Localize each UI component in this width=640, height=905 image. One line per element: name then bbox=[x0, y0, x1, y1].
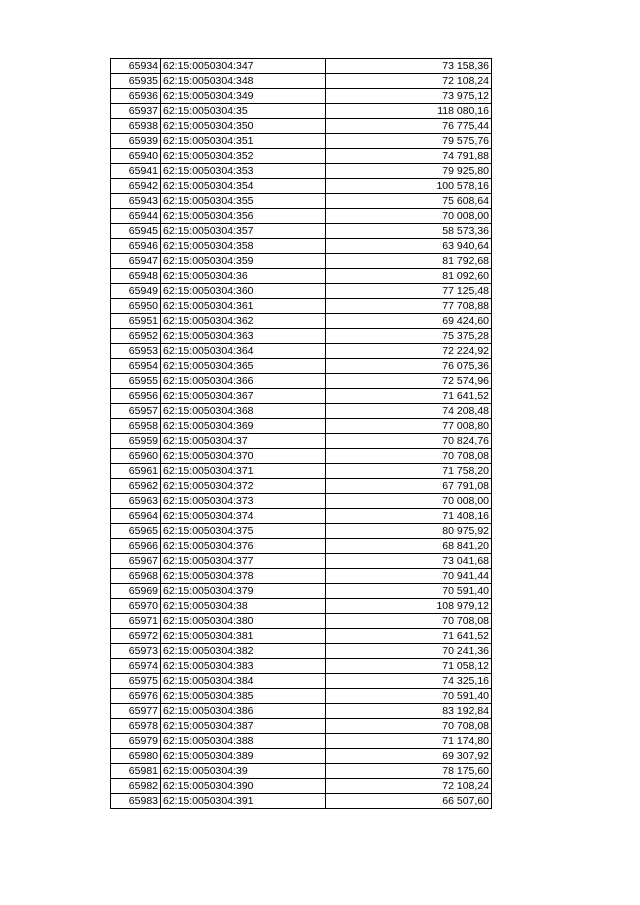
cadastral-value-cell: 68 841,20 bbox=[326, 539, 492, 554]
table-row bbox=[111, 704, 492, 719]
table-row bbox=[111, 434, 492, 449]
cadastral-value-table bbox=[110, 58, 492, 809]
cadastral-number-cell: 62:15:0050304:354 bbox=[161, 179, 326, 194]
row-number-cell: 65946 bbox=[111, 239, 161, 254]
row-number-cell: 65977 bbox=[111, 704, 161, 719]
row-number-cell: 65981 bbox=[111, 764, 161, 779]
table-row bbox=[111, 149, 492, 164]
row-number-cell: 65950 bbox=[111, 299, 161, 314]
table-row bbox=[111, 299, 492, 314]
cadastral-value-cell: 70 708,08 bbox=[326, 449, 492, 464]
table-row bbox=[111, 134, 492, 149]
cadastral-number-cell: 62:15:0050304:377 bbox=[161, 554, 326, 569]
cadastral-value-cell: 70 941,44 bbox=[326, 569, 492, 584]
table-row bbox=[111, 194, 492, 209]
cadastral-value-cell: 71 641,52 bbox=[326, 389, 492, 404]
table-row bbox=[111, 524, 492, 539]
cadastral-number-cell: 62:15:0050304:357 bbox=[161, 224, 326, 239]
row-number-cell: 65978 bbox=[111, 719, 161, 734]
row-number-cell: 65951 bbox=[111, 314, 161, 329]
cadastral-number-cell: 62:15:0050304:386 bbox=[161, 704, 326, 719]
table-row bbox=[111, 734, 492, 749]
table-row bbox=[111, 659, 492, 674]
row-number-cell: 65957 bbox=[111, 404, 161, 419]
cadastral-value-cell: 72 224,92 bbox=[326, 344, 492, 359]
row-number-cell: 65934 bbox=[111, 59, 161, 74]
cadastral-number-cell: 62:15:0050304:383 bbox=[161, 659, 326, 674]
cadastral-number-cell: 62:15:0050304:370 bbox=[161, 449, 326, 464]
cadastral-value-cell: 74 791,88 bbox=[326, 149, 492, 164]
cadastral-value-cell: 73 975,12 bbox=[326, 89, 492, 104]
cadastral-value-cell: 100 578,16 bbox=[326, 179, 492, 194]
cadastral-number-cell: 62:15:0050304:37 bbox=[161, 434, 326, 449]
row-number-cell: 65956 bbox=[111, 389, 161, 404]
cadastral-value-cell: 79 925,80 bbox=[326, 164, 492, 179]
cadastral-number-cell: 62:15:0050304:352 bbox=[161, 149, 326, 164]
row-number-cell: 65964 bbox=[111, 509, 161, 524]
table-row bbox=[111, 509, 492, 524]
cadastral-number-cell: 62:15:0050304:387 bbox=[161, 719, 326, 734]
table-row bbox=[111, 614, 492, 629]
row-number-cell: 65949 bbox=[111, 284, 161, 299]
cadastral-value-cell: 72 108,24 bbox=[326, 779, 492, 794]
table-row bbox=[111, 389, 492, 404]
row-number-cell: 65965 bbox=[111, 524, 161, 539]
table-row bbox=[111, 269, 492, 284]
table-row bbox=[111, 494, 492, 509]
table-row bbox=[111, 89, 492, 104]
cadastral-value-cell: 79 575,76 bbox=[326, 134, 492, 149]
row-number-cell: 65959 bbox=[111, 434, 161, 449]
cadastral-value-cell: 81 792,68 bbox=[326, 254, 492, 269]
cadastral-number-cell: 62:15:0050304:372 bbox=[161, 479, 326, 494]
row-number-cell: 65961 bbox=[111, 464, 161, 479]
table-row bbox=[111, 554, 492, 569]
table-row bbox=[111, 629, 492, 644]
cadastral-number-cell: 62:15:0050304:348 bbox=[161, 74, 326, 89]
row-number-cell: 65975 bbox=[111, 674, 161, 689]
table-row bbox=[111, 719, 492, 734]
cadastral-number-cell: 62:15:0050304:365 bbox=[161, 359, 326, 374]
table-row bbox=[111, 179, 492, 194]
table-row bbox=[111, 599, 492, 614]
table-row bbox=[111, 419, 492, 434]
row-number-cell: 65973 bbox=[111, 644, 161, 659]
table-row bbox=[111, 404, 492, 419]
cadastral-value-cell: 80 975,92 bbox=[326, 524, 492, 539]
cadastral-value-cell: 73 041,68 bbox=[326, 554, 492, 569]
table-row bbox=[111, 344, 492, 359]
cadastral-number-cell: 62:15:0050304:382 bbox=[161, 644, 326, 659]
cadastral-number-cell: 62:15:0050304:347 bbox=[161, 59, 326, 74]
cadastral-value-cell: 66 507,60 bbox=[326, 794, 492, 809]
cadastral-value-cell: 77 008,80 bbox=[326, 419, 492, 434]
cadastral-number-cell: 62:15:0050304:349 bbox=[161, 89, 326, 104]
table-row bbox=[111, 479, 492, 494]
table-row bbox=[111, 359, 492, 374]
row-number-cell: 65939 bbox=[111, 134, 161, 149]
cadastral-value-cell: 77 708,88 bbox=[326, 299, 492, 314]
row-number-cell: 65974 bbox=[111, 659, 161, 674]
table-row bbox=[111, 239, 492, 254]
cadastral-value-cell: 76 075,36 bbox=[326, 359, 492, 374]
row-number-cell: 65966 bbox=[111, 539, 161, 554]
cadastral-value-cell: 75 375,28 bbox=[326, 329, 492, 344]
row-number-cell: 65960 bbox=[111, 449, 161, 464]
table-row bbox=[111, 674, 492, 689]
row-number-cell: 65967 bbox=[111, 554, 161, 569]
cadastral-number-cell: 62:15:0050304:391 bbox=[161, 794, 326, 809]
row-number-cell: 65976 bbox=[111, 689, 161, 704]
cadastral-value-cell: 108 979,12 bbox=[326, 599, 492, 614]
cadastral-value-cell: 69 424,60 bbox=[326, 314, 492, 329]
row-number-cell: 65980 bbox=[111, 749, 161, 764]
row-number-cell: 65943 bbox=[111, 194, 161, 209]
cadastral-value-cell: 70 591,40 bbox=[326, 689, 492, 704]
table-row bbox=[111, 689, 492, 704]
cadastral-value-cell: 70 708,08 bbox=[326, 614, 492, 629]
cadastral-number-cell: 62:15:0050304:367 bbox=[161, 389, 326, 404]
row-number-cell: 65972 bbox=[111, 629, 161, 644]
table-row bbox=[111, 224, 492, 239]
cadastral-number-cell: 62:15:0050304:38 bbox=[161, 599, 326, 614]
table-row bbox=[111, 284, 492, 299]
row-number-cell: 65983 bbox=[111, 794, 161, 809]
cadastral-value-cell: 70 824,76 bbox=[326, 434, 492, 449]
row-number-cell: 65948 bbox=[111, 269, 161, 284]
row-number-cell: 65969 bbox=[111, 584, 161, 599]
row-number-cell: 65971 bbox=[111, 614, 161, 629]
cadastral-value-cell: 69 307,92 bbox=[326, 749, 492, 764]
table-row bbox=[111, 59, 492, 74]
row-number-cell: 65942 bbox=[111, 179, 161, 194]
cadastral-value-cell: 77 125,48 bbox=[326, 284, 492, 299]
row-number-cell: 65982 bbox=[111, 779, 161, 794]
cadastral-number-cell: 62:15:0050304:358 bbox=[161, 239, 326, 254]
cadastral-value-cell: 72 108,24 bbox=[326, 74, 492, 89]
cadastral-number-cell: 62:15:0050304:39 bbox=[161, 764, 326, 779]
cadastral-number-cell: 62:15:0050304:371 bbox=[161, 464, 326, 479]
cadastral-number-cell: 62:15:0050304:356 bbox=[161, 209, 326, 224]
row-number-cell: 65970 bbox=[111, 599, 161, 614]
table-row bbox=[111, 779, 492, 794]
cadastral-value-cell: 71 641,52 bbox=[326, 629, 492, 644]
cadastral-number-cell: 62:15:0050304:35 bbox=[161, 104, 326, 119]
row-number-cell: 65940 bbox=[111, 149, 161, 164]
cadastral-value-cell: 67 791,08 bbox=[326, 479, 492, 494]
table-row bbox=[111, 104, 492, 119]
table-row bbox=[111, 764, 492, 779]
cadastral-number-cell: 62:15:0050304:355 bbox=[161, 194, 326, 209]
cadastral-value-cell: 78 175,60 bbox=[326, 764, 492, 779]
row-number-cell: 65963 bbox=[111, 494, 161, 509]
cadastral-value-cell: 74 325,16 bbox=[326, 674, 492, 689]
table-row bbox=[111, 749, 492, 764]
table-row bbox=[111, 569, 492, 584]
cadastral-value-cell: 118 080,16 bbox=[326, 104, 492, 119]
cadastral-value-cell: 70 008,00 bbox=[326, 494, 492, 509]
table-row bbox=[111, 464, 492, 479]
cadastral-value-cell: 74 208,48 bbox=[326, 404, 492, 419]
table-row bbox=[111, 584, 492, 599]
cadastral-number-cell: 62:15:0050304:376 bbox=[161, 539, 326, 554]
table-row bbox=[111, 329, 492, 344]
cadastral-number-cell: 62:15:0050304:390 bbox=[161, 779, 326, 794]
cadastral-number-cell: 62:15:0050304:384 bbox=[161, 674, 326, 689]
cadastral-number-cell: 62:15:0050304:364 bbox=[161, 344, 326, 359]
cadastral-number-cell: 62:15:0050304:373 bbox=[161, 494, 326, 509]
row-number-cell: 65952 bbox=[111, 329, 161, 344]
table-body bbox=[111, 59, 492, 809]
cadastral-value-cell: 70 008,00 bbox=[326, 209, 492, 224]
cadastral-number-cell: 62:15:0050304:379 bbox=[161, 584, 326, 599]
cadastral-number-cell: 62:15:0050304:359 bbox=[161, 254, 326, 269]
table-row bbox=[111, 644, 492, 659]
cadastral-value-cell: 63 940,64 bbox=[326, 239, 492, 254]
row-number-cell: 65947 bbox=[111, 254, 161, 269]
cadastral-value-cell: 83 192,84 bbox=[326, 704, 492, 719]
row-number-cell: 65954 bbox=[111, 359, 161, 374]
cadastral-number-cell: 62:15:0050304:378 bbox=[161, 569, 326, 584]
cadastral-number-cell: 62:15:0050304:353 bbox=[161, 164, 326, 179]
row-number-cell: 65962 bbox=[111, 479, 161, 494]
row-number-cell: 65955 bbox=[111, 374, 161, 389]
cadastral-value-cell: 70 591,40 bbox=[326, 584, 492, 599]
table-row bbox=[111, 209, 492, 224]
cadastral-value-cell: 75 608,64 bbox=[326, 194, 492, 209]
cadastral-number-cell: 62:15:0050304:381 bbox=[161, 629, 326, 644]
row-number-cell: 65979 bbox=[111, 734, 161, 749]
cadastral-value-cell: 81 092,60 bbox=[326, 269, 492, 284]
table-row bbox=[111, 449, 492, 464]
table-row bbox=[111, 254, 492, 269]
cadastral-number-cell: 62:15:0050304:385 bbox=[161, 689, 326, 704]
cadastral-number-cell: 62:15:0050304:360 bbox=[161, 284, 326, 299]
cadastral-number-cell: 62:15:0050304:362 bbox=[161, 314, 326, 329]
row-number-cell: 65936 bbox=[111, 89, 161, 104]
table-row bbox=[111, 374, 492, 389]
cadastral-number-cell: 62:15:0050304:368 bbox=[161, 404, 326, 419]
cadastral-value-cell: 70 708,08 bbox=[326, 719, 492, 734]
cadastral-number-cell: 62:15:0050304:36 bbox=[161, 269, 326, 284]
cadastral-number-cell: 62:15:0050304:363 bbox=[161, 329, 326, 344]
cadastral-value-cell: 71 058,12 bbox=[326, 659, 492, 674]
cadastral-value-cell: 71 174,80 bbox=[326, 734, 492, 749]
table-row bbox=[111, 164, 492, 179]
cadastral-value-cell: 71 758,20 bbox=[326, 464, 492, 479]
cadastral-number-cell: 62:15:0050304:350 bbox=[161, 119, 326, 134]
cadastral-number-cell: 62:15:0050304:374 bbox=[161, 509, 326, 524]
cadastral-value-cell: 73 158,36 bbox=[326, 59, 492, 74]
row-number-cell: 65935 bbox=[111, 74, 161, 89]
cadastral-number-cell: 62:15:0050304:351 bbox=[161, 134, 326, 149]
row-number-cell: 65958 bbox=[111, 419, 161, 434]
cadastral-value-cell: 70 241,36 bbox=[326, 644, 492, 659]
cadastral-value-cell: 71 408,16 bbox=[326, 509, 492, 524]
row-number-cell: 65944 bbox=[111, 209, 161, 224]
cadastral-number-cell: 62:15:0050304:380 bbox=[161, 614, 326, 629]
cadastral-value-cell: 72 574,96 bbox=[326, 374, 492, 389]
cadastral-number-cell: 62:15:0050304:388 bbox=[161, 734, 326, 749]
row-number-cell: 65937 bbox=[111, 104, 161, 119]
cadastral-number-cell: 62:15:0050304:389 bbox=[161, 749, 326, 764]
table-row bbox=[111, 119, 492, 134]
cadastral-number-cell: 62:15:0050304:375 bbox=[161, 524, 326, 539]
cadastral-value-cell: 58 573,36 bbox=[326, 224, 492, 239]
row-number-cell: 65938 bbox=[111, 119, 161, 134]
row-number-cell: 65945 bbox=[111, 224, 161, 239]
cadastral-number-cell: 62:15:0050304:369 bbox=[161, 419, 326, 434]
cadastral-number-cell: 62:15:0050304:366 bbox=[161, 374, 326, 389]
cadastral-value-cell: 76 775,44 bbox=[326, 119, 492, 134]
table-row bbox=[111, 794, 492, 809]
row-number-cell: 65953 bbox=[111, 344, 161, 359]
row-number-cell: 65941 bbox=[111, 164, 161, 179]
row-number-cell: 65968 bbox=[111, 569, 161, 584]
table-row bbox=[111, 539, 492, 554]
table-row bbox=[111, 74, 492, 89]
table-row bbox=[111, 314, 492, 329]
cadastral-number-cell: 62:15:0050304:361 bbox=[161, 299, 326, 314]
